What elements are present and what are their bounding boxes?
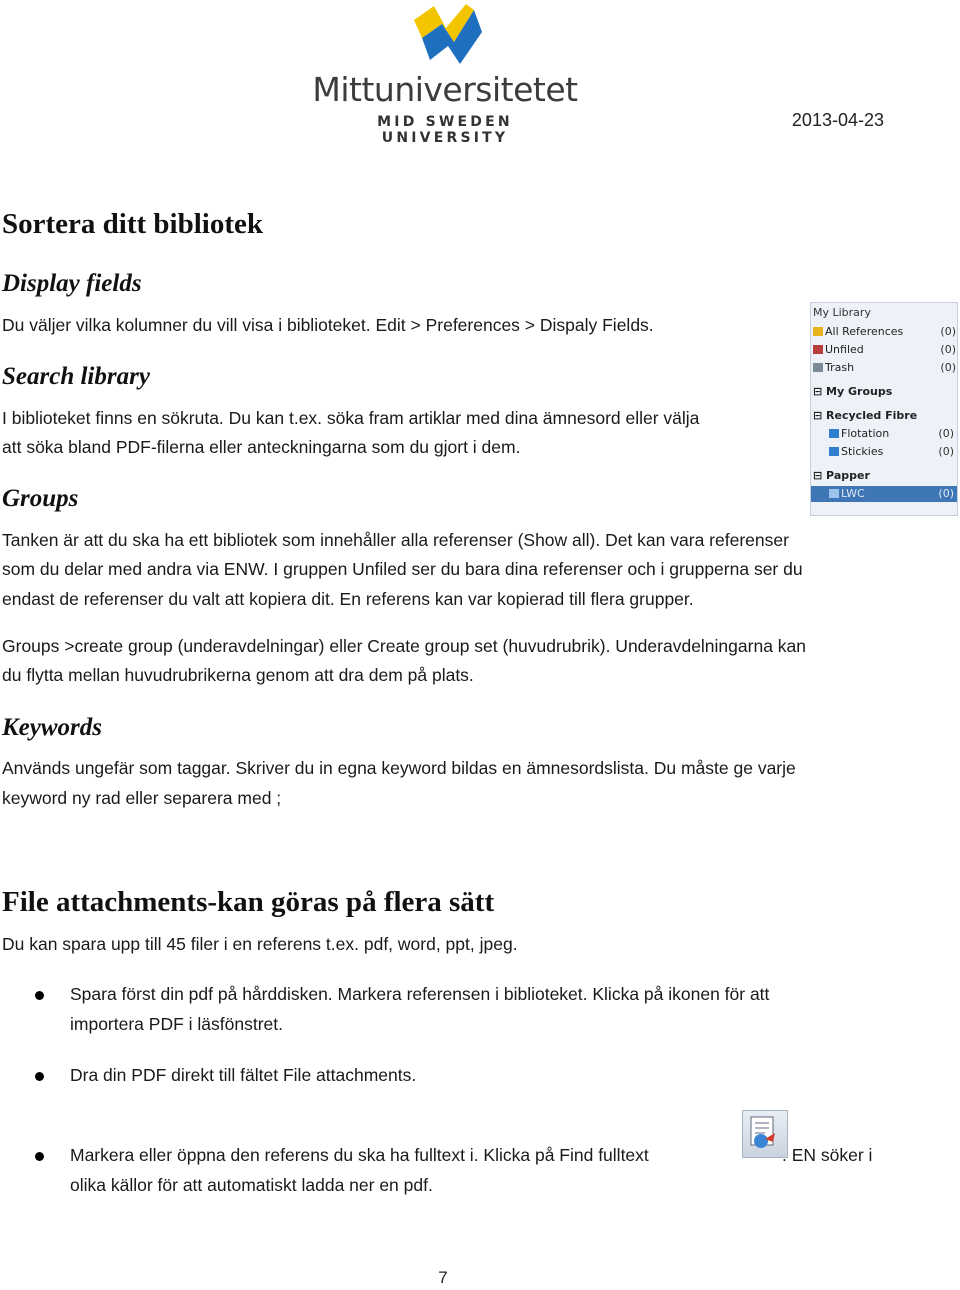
groups-line4: Groups >create group (underavdelningar) eller Create group set (huvudrubrik). Underavdelningarna kan bbox=[2, 636, 807, 656]
logo-name: Mittuniversitetet bbox=[312, 70, 578, 109]
sidebar-item-all-references[interactable] bbox=[813, 324, 958, 340]
page-number: 7 bbox=[438, 1268, 448, 1287]
university-logo bbox=[310, 2, 580, 146]
sidebar-item-trash[interactable] bbox=[813, 360, 958, 376]
list-item-text: importera PDF i läsfönstret. bbox=[70, 1014, 283, 1034]
library-panel-screenshot bbox=[810, 302, 958, 516]
page-title: Sortera ditt bibliotek bbox=[2, 208, 263, 240]
file-attachments-intro: Du kan spara upp till 45 filer i en referens t.ex. pdf, word, ppt, jpeg. bbox=[2, 934, 518, 954]
group-folder-icon bbox=[829, 429, 839, 438]
group-label: Flotation bbox=[841, 427, 890, 440]
item-count: (0) bbox=[940, 325, 956, 338]
attachment-methods-list bbox=[0, 1140, 900, 1200]
search-library-heading: Search library bbox=[2, 363, 150, 390]
list-item bbox=[0, 1140, 900, 1200]
trash-icon bbox=[813, 363, 823, 372]
display-fields-heading: Display fields bbox=[2, 270, 142, 297]
group-item-stickies[interactable] bbox=[829, 444, 957, 460]
group-set-recycled-fibre[interactable] bbox=[813, 408, 958, 424]
list-item-text: Dra din PDF direkt till fältet File attachments. bbox=[70, 1065, 417, 1085]
file-attachments-heading: File attachments-kan göras på flera sätt bbox=[2, 886, 495, 918]
item-count: (0) bbox=[938, 445, 954, 458]
search-library-line2: att söka bland PDF-filerna eller anteckningarna som du gjort i dem. bbox=[2, 437, 521, 457]
groups-line2: som du delar med andra via ENW. I gruppen Unfiled ser du bara dina referenser och i grupperna ser du bbox=[2, 559, 803, 579]
item-count: (0) bbox=[940, 343, 956, 356]
group-set-label: Recycled Fibre bbox=[826, 409, 918, 422]
groups-line1: Tanken är att du ska ha ett bibliotek som innehåller alla referenser (Show all). Det kan vara referenser bbox=[2, 530, 789, 550]
group-label: LWC bbox=[841, 487, 865, 500]
group-item-flotation[interactable] bbox=[829, 426, 957, 442]
groups-heading: Groups bbox=[2, 485, 79, 512]
item-count: (0) bbox=[938, 427, 954, 440]
group-set-papper[interactable] bbox=[813, 468, 958, 484]
panel-title: My Library bbox=[813, 306, 871, 319]
list-item-text: Spara först din pdf på hårddisken. Markera referensen i biblioteket. Klicka på ikonen för att bbox=[70, 984, 770, 1004]
group-set-label: My Groups bbox=[826, 385, 893, 398]
groups-line3: endast de referenser du valt att kopiera dit. En referens kan var kopierad till flera grupper. bbox=[2, 589, 694, 609]
keywords-line1: Används ungefär som taggar. Skriver du in egna keyword bildas en ämnesordslista. Du måste ge varje bbox=[2, 758, 796, 778]
item-count: (0) bbox=[938, 487, 954, 500]
collapse-icon: ⊟ bbox=[813, 385, 827, 398]
keywords-heading: Keywords bbox=[2, 714, 102, 741]
sidebar-item-label: Unfiled bbox=[825, 343, 864, 356]
group-set-label: Papper bbox=[826, 469, 870, 482]
sidebar-item-unfiled[interactable] bbox=[813, 342, 958, 358]
folder-icon bbox=[813, 327, 823, 336]
keywords-line2: keyword ny rad eller separera med ; bbox=[2, 788, 282, 808]
search-library-line1: I biblioteket finns en sökruta. Du kan t.ex. söka fram artiklar med dina ämnesord eller välja bbox=[2, 408, 700, 428]
collapse-icon: ⊟ bbox=[813, 469, 827, 482]
bullet-icon bbox=[35, 991, 44, 1000]
bullet-icon bbox=[35, 1152, 44, 1161]
group-folder-icon bbox=[829, 489, 839, 498]
list-item-text: . EN söker i bbox=[782, 1145, 873, 1165]
logo-mark-icon bbox=[310, 2, 580, 72]
document-date: 2013-04-23 bbox=[791, 110, 884, 130]
unfiled-icon bbox=[813, 345, 823, 354]
list-item bbox=[0, 1060, 900, 1090]
list-item-text: olika källor för att automatiskt ladda ner en pdf. bbox=[70, 1175, 433, 1195]
group-folder-icon bbox=[829, 447, 839, 456]
groups-line5: du flytta mellan huvudrubrikerna genom att dra dem på plats. bbox=[2, 665, 474, 685]
attachment-methods-list bbox=[0, 1060, 900, 1090]
list-item-text: Markera eller öppna den referens du ska ha fulltext i. Klicka på Find fulltext bbox=[70, 1145, 649, 1165]
sidebar-item-label: Trash bbox=[825, 361, 855, 374]
sidebar-item-label: All References bbox=[825, 325, 904, 338]
group-label: Stickies bbox=[841, 445, 884, 458]
group-item-lwc[interactable] bbox=[811, 486, 957, 502]
attachment-methods-list bbox=[0, 979, 900, 1039]
my-groups-header[interactable] bbox=[813, 384, 958, 400]
list-item bbox=[0, 979, 900, 1039]
item-count: (0) bbox=[940, 361, 956, 374]
logo-subtitle: MID SWEDEN UNIVERSITY bbox=[377, 114, 513, 146]
collapse-icon: ⊟ bbox=[813, 409, 827, 422]
display-fields-text: Du väljer vilka kolumner du vill visa i biblioteket. Edit > Preferences > Dispaly Fields. bbox=[2, 315, 654, 335]
bullet-icon bbox=[35, 1072, 44, 1081]
